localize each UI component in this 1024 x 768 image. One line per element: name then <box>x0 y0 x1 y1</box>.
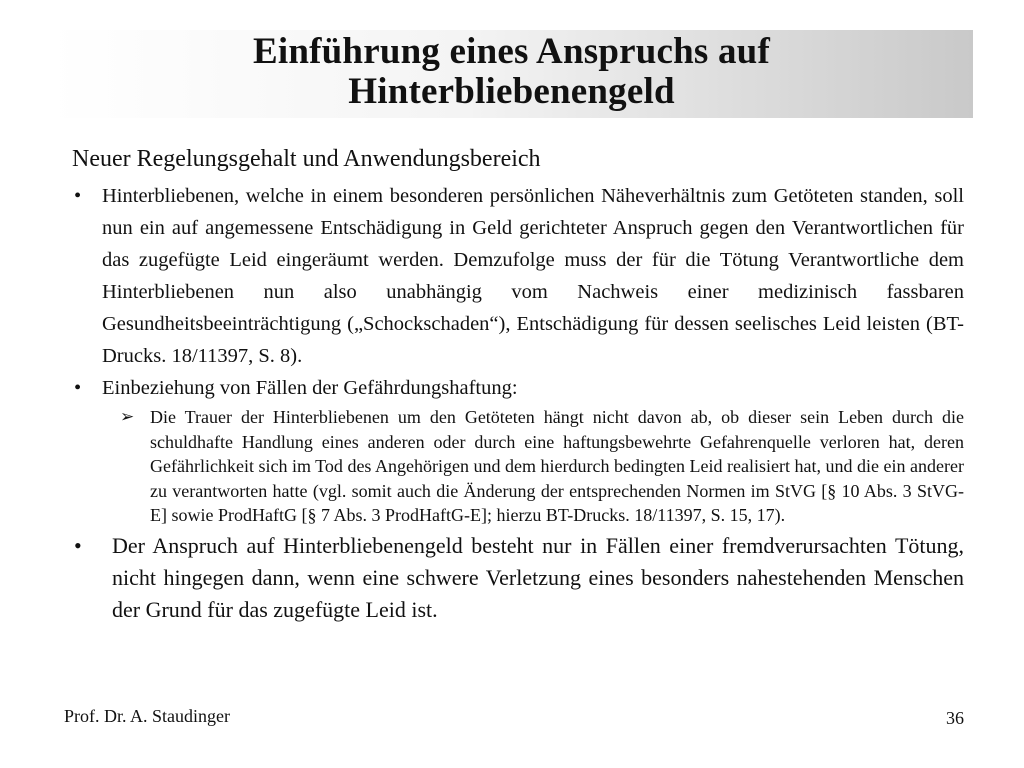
bullet-icon: • <box>74 377 82 399</box>
bullet-text-3: Der Anspruch auf Hinterbliebenengeld besteht nur in Fällen einer fremdverursachten Tötung, nicht hingegen dann, wenn eine schwere Verletzung eines besonders nahestehenden Menschen der Grund für das zugefügte Leid ist. <box>112 532 964 622</box>
bullet-icon: • <box>74 185 82 207</box>
slide-title-line-1: Einführung eines Anspruchs auf <box>253 31 770 72</box>
bullet-item-1 <box>72 180 964 372</box>
section-subheading: Neuer Regelungsgehalt und Anwendungsbereich <box>72 146 541 172</box>
bullet-item-2 <box>72 372 964 404</box>
bullet-icon: • <box>74 532 82 558</box>
footer-author: Prof. Dr. A. Staudinger <box>64 706 230 726</box>
slide-content <box>72 140 964 626</box>
slide-title-line-2: Hinterbliebenengeld <box>348 71 675 112</box>
sub-bullet-text: Die Trauer der Hinterbliebenen um den Getöteten hängt nicht davon ab, ob dieser sein Leben durch die schuldhafte Handlung eines anderen oder durch eine haftungsbewehrte Gefahrenquelle verloren hat, deren Gefährlichkeit sich im Tod des Angehörigen und dem hierdurch bedingten Leid realisiert hat, und die ein anderer zu verantworten hatte (vgl. somit auch die Änderung der entsprechenden Normen im StVG [§ 10 Abs. 3 StVG-E] sowie ProdHaftG [§ 7 Abs. 3 ProdHaftG-E]; hierzu BT-Drucks. 18/11397, S. 15, 17). <box>150 407 964 525</box>
title-banner <box>50 30 973 118</box>
sub-bullet-item <box>120 405 964 528</box>
bullet-item-3 <box>72 530 964 626</box>
page-number: 36 <box>946 708 964 728</box>
arrow-bullet-icon: ➢ <box>120 407 135 426</box>
slide-title <box>50 30 973 112</box>
bullet-text-2: Einbeziehung von Fällen der Gefährdungshaftung: <box>102 377 518 399</box>
bullet-text-1: Hinterbliebenen, welche in einem besonderen persönlichen Näheverhältnis zum Getöteten standen, soll nun ein auf angemessene Entschädigung in Geld gerichteter Anspruch gegen den Verantwortlichen für das zugefügte Leid eingeräumt werden. Demzufolge muss der für die Tötung Verantwortliche dem Hinterbliebenen nun also unabhängig vom Nachweis einer medizinisch fassbaren Gesundheitsbeeinträchtigung („Schockschaden“), Entschädigung für dessen seelisches Leid leisten (BT-Drucks. 18/11397, S. 8). <box>102 185 964 367</box>
